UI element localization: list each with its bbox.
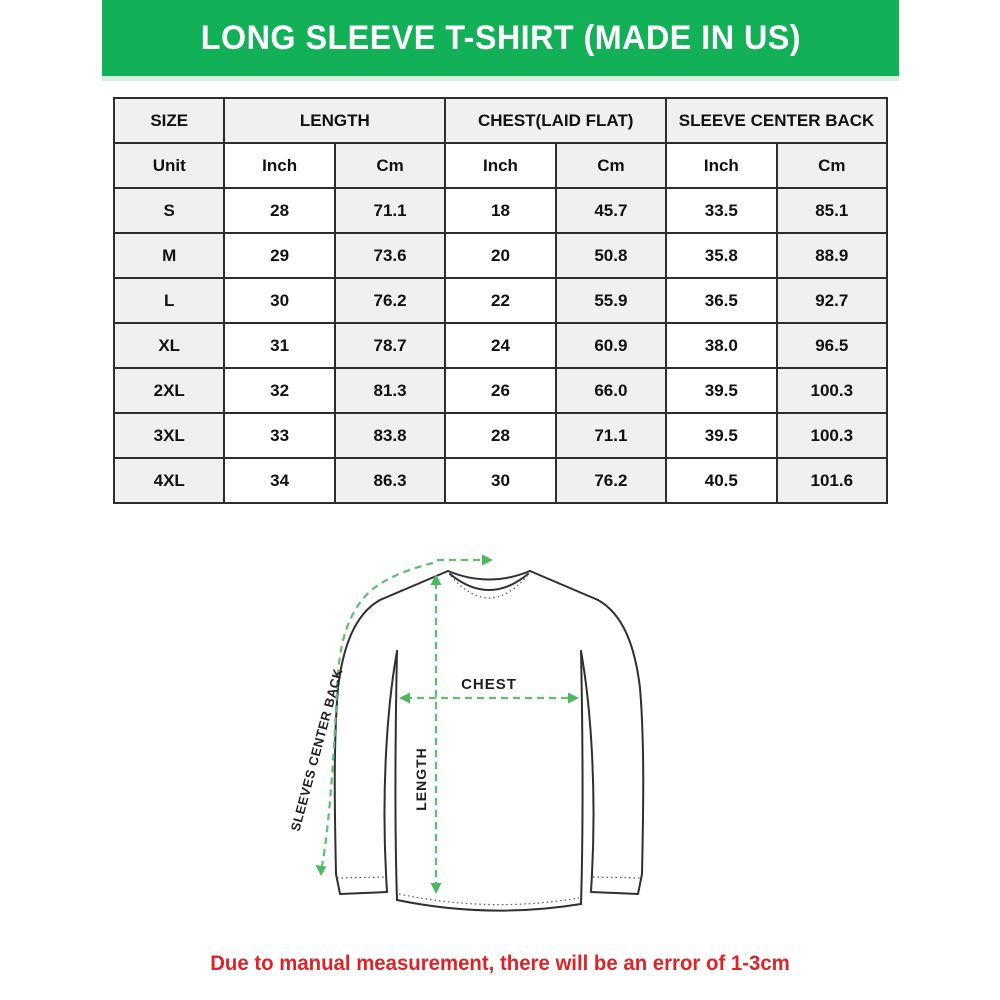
value-cell: 24 xyxy=(445,323,555,368)
value-cell: 83.8 xyxy=(335,413,445,458)
size-cell: XL xyxy=(114,323,224,368)
value-cell: 101.6 xyxy=(777,458,887,503)
unit-cell: Cm xyxy=(335,143,445,188)
size-cell: M xyxy=(114,233,224,278)
value-cell: 73.6 xyxy=(335,233,445,278)
sleeve-measure-line xyxy=(322,563,433,866)
value-cell: 20 xyxy=(445,233,555,278)
value-cell: 33.5 xyxy=(666,188,776,233)
measurement-lines xyxy=(322,560,573,886)
value-cell: 34 xyxy=(224,458,334,503)
shirt-measurement-diagram xyxy=(285,538,715,943)
value-cell: 100.3 xyxy=(777,368,887,413)
value-cell: 81.3 xyxy=(335,368,445,413)
arrow-down-icon xyxy=(431,883,442,894)
unit-cell: Inch xyxy=(666,143,776,188)
size-cell: L xyxy=(114,278,224,323)
value-cell: 35.8 xyxy=(666,233,776,278)
value-cell: 30 xyxy=(445,458,555,503)
col-header-length: LENGTH xyxy=(224,98,445,143)
diagram-labels xyxy=(288,667,517,833)
value-cell: 28 xyxy=(445,413,555,458)
col-header-sleeve: SLEEVE CENTER BACK xyxy=(666,98,887,143)
size-chart-table xyxy=(113,97,888,504)
value-cell: 39.5 xyxy=(666,413,776,458)
arrow-up-icon xyxy=(431,574,442,585)
sleeves-center-back-label: SLEEVES CENTER BACK xyxy=(287,666,346,833)
table-row xyxy=(114,188,887,233)
table-row xyxy=(114,233,887,278)
col-header-size: SIZE xyxy=(114,98,224,143)
value-cell: 66.0 xyxy=(556,368,666,413)
value-cell: 26 xyxy=(445,368,555,413)
value-cell: 36.5 xyxy=(666,278,776,323)
value-cell: 38.0 xyxy=(666,323,776,368)
value-cell: 76.2 xyxy=(335,278,445,323)
value-cell: 86.3 xyxy=(335,458,445,503)
size-cell: 3XL xyxy=(114,413,224,458)
unit-cell: Cm xyxy=(777,143,887,188)
title-banner xyxy=(102,0,899,81)
value-cell: 30 xyxy=(224,278,334,323)
unit-cell: Unit xyxy=(114,143,224,188)
table-row xyxy=(114,458,887,503)
page-title: LONG SLEEVE T-SHIRT (MADE IN US) xyxy=(200,18,801,57)
value-cell: 92.7 xyxy=(777,278,887,323)
value-cell: 71.1 xyxy=(556,413,666,458)
size-cell: 2XL xyxy=(114,368,224,413)
arrow-right-icon xyxy=(482,555,493,566)
measurement-disclaimer: Due to manual measurement, there will be an error of 1-3cm xyxy=(210,952,790,975)
size-cell: 4XL xyxy=(114,458,224,503)
value-cell: 28 xyxy=(224,188,334,233)
table-row xyxy=(114,323,887,368)
value-cell: 33 xyxy=(224,413,334,458)
arrow-right-icon xyxy=(568,693,579,704)
table-unit-row xyxy=(114,143,887,188)
value-cell: 78.7 xyxy=(335,323,445,368)
value-cell: 29 xyxy=(224,233,334,278)
arrow-down-icon xyxy=(316,865,327,876)
length-label: LENGTH xyxy=(413,747,429,811)
value-cell: 76.2 xyxy=(556,458,666,503)
value-cell: 71.1 xyxy=(335,188,445,233)
value-cell: 96.5 xyxy=(777,323,887,368)
value-cell: 88.9 xyxy=(777,233,887,278)
value-cell: 40.5 xyxy=(666,458,776,503)
chest-label: CHEST xyxy=(461,676,517,693)
value-cell: 50.8 xyxy=(556,233,666,278)
unit-cell: Cm xyxy=(556,143,666,188)
unit-cell: Inch xyxy=(445,143,555,188)
unit-cell: Inch xyxy=(224,143,334,188)
col-header-chest: CHEST(LAID FLAT) xyxy=(445,98,666,143)
shirt-outline xyxy=(335,571,644,911)
value-cell: 31 xyxy=(224,323,334,368)
value-cell: 39.5 xyxy=(666,368,776,413)
value-cell: 100.3 xyxy=(777,413,887,458)
value-cell: 55.9 xyxy=(556,278,666,323)
shirt-stitch-lines xyxy=(337,576,641,905)
measurement-arrowheads xyxy=(316,555,580,895)
table-header-row xyxy=(114,98,887,143)
size-cell: S xyxy=(114,188,224,233)
value-cell: 45.7 xyxy=(556,188,666,233)
value-cell: 85.1 xyxy=(777,188,887,233)
value-cell: 22 xyxy=(445,278,555,323)
table-row xyxy=(114,413,887,458)
value-cell: 32 xyxy=(224,368,334,413)
value-cell: 60.9 xyxy=(556,323,666,368)
table-row xyxy=(114,368,887,413)
arrow-left-icon xyxy=(399,693,410,704)
table-row xyxy=(114,278,887,323)
value-cell: 18 xyxy=(445,188,555,233)
